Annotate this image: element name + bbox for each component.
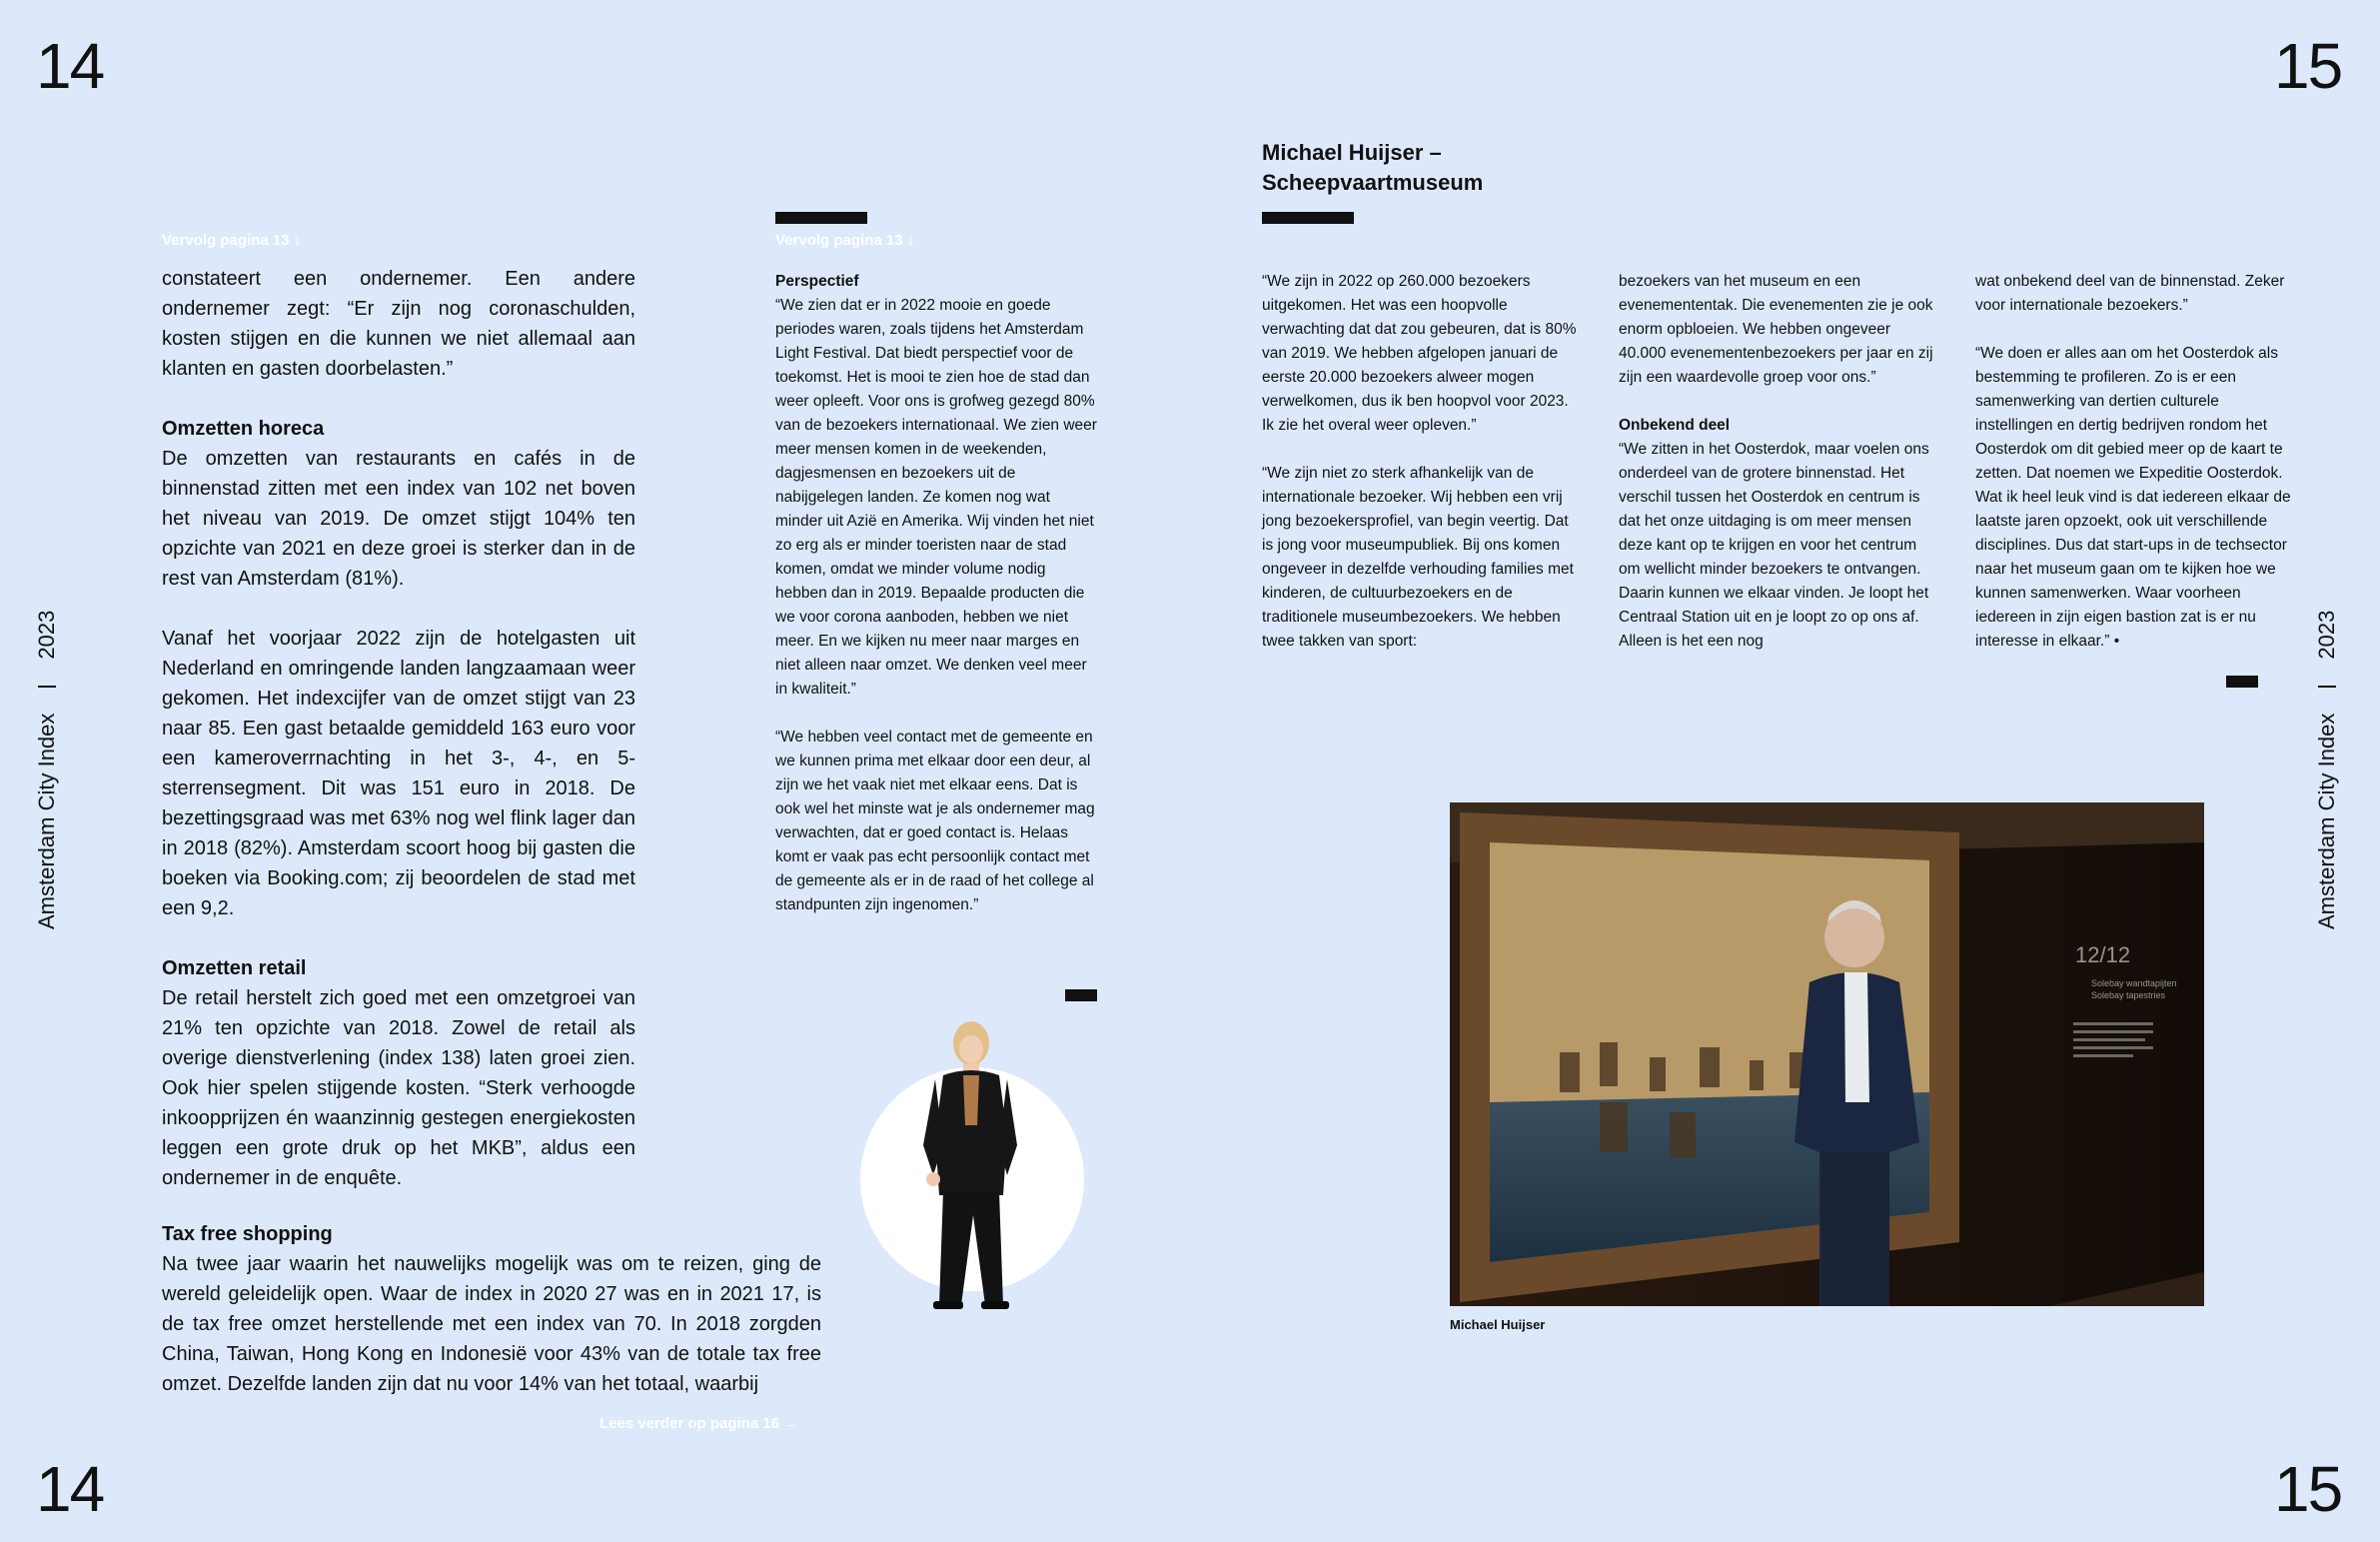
paragraph-r1-2: “We zijn niet zo sterk afhankelijk van de internationale bezoeker. Wij hebben een vrij jong bezoekersprofiel, van begin veertig. Dat is jong voor museumpubliek. Bij ons komen ongeveer in dezelfde verhouding families met kinderen, de cultuurbezoekers en de traditionele museumbezoekers. We hebben twee takken van sport: (1262, 465, 1574, 650)
paragraph-horeca: De omzetten van restaurants en cafés in de binnenstad zitten met een index van 102 net boven het niveau van 2019. De omzet stijgt 104% ten opzichte van 2021 en deze groei is sterker dan in de rest van Amsterdam (81%). (162, 448, 635, 590)
interview-heading-name: Michael Huijser – (1262, 140, 1442, 165)
paragraph-r2-2: “We zitten in het Oosterdok, maar voelen ons onderdeel van de grotere binnenstad. Het verschil tussen het Oosterdok en centrum is dat het onze uitdaging is om meer mensen deze kant op te krijgen en voor het centrum om wellicht minder bezoekers te ontvangen. Daarin kunnen we elkaar vinden. Je loopt het Centraal Station uit en je loopt zo op ons af. Alleen is het een nog (1619, 441, 1929, 650)
end-mark-right (2226, 676, 2258, 688)
continued-label: Vervolg pagina 13 ↓ (162, 232, 302, 249)
photo-sign-title-1: Solebay wandtapijten (2091, 978, 2177, 988)
heading-perspectief: Perspectief (775, 273, 859, 290)
paragraph-intro: constateert een ondernemer. Een andere ondernemer zegt: “Er zijn nog coronaschulden, kosten stijgen en die kunnen we niet allemaal aan klanten en gasten doorbelasten.” (162, 268, 635, 380)
side-label-title: Amsterdam City Index (34, 713, 59, 929)
heading-horeca: Omzetten horeca (162, 418, 325, 440)
continued-label-2: Vervolg pagina 13 ↓ (775, 232, 915, 249)
paragraph-r1-1: “We zijn in 2022 op 260.000 bezoekers uitgekomen. Het was een hoopvolle verwachting dat dat zou gebeuren, dat is 80% van 2019. We hebben afgelopen januari de eerste 20.000 bezoekers alweer mogen verwelkomen, dus ik ben hoopvol voor 2023. Ik zie het overal weer opleven.” (1262, 273, 1577, 434)
side-label-left (36, 611, 58, 929)
paragraph-perspectief-2: “We hebben veel contact met de gemeente en we kunnen prima met elkaar door een deur, al zijn we het vaak niet met elkaar eens. Dat is ook wel het minste wat je als ondernemer mag verwachten, dat er goed contact is. Helaas komt er vaak pas echt persoonlijk contact met de gemeente als er in de raad of het college al standpunten zijn ingenomen.” (775, 729, 1095, 913)
side-label-year: 2023 (2314, 610, 2339, 660)
side-label-title: Amsterdam City Index (2314, 713, 2339, 929)
paragraph-r3-1: wat onbekend deel van de binnenstad. Zeker voor internationale bezoekers.” (1975, 273, 2285, 314)
photo-sign-title-2: Solebay tapestries (2091, 990, 2166, 1000)
side-label-year: 2023 (34, 610, 59, 660)
paragraph-retail: De retail herstelt zich goed met een omzetgroei van 21% ten opzichte van 2018. Zowel de retail als overige dienstverlening (index 138) laten groei zien. Ook hier spelen stijgende kosten. “Sterk verhoogde inkoopprijzen én waanzinnig gestegen energiekosten leggen een grote druk op het MKB”, aldus een ondernemer in de enquête. (162, 987, 635, 1189)
paragraph-hotel: Vanaf het voorjaar 2022 zijn de hotelgasten uit Nederland en omringende landen langzaamaan weer gekomen. Het indexcijfer van de omzet stijgt van 23 naar 85. Een gast betaalde gemiddeld 163 euro voor een kameroverrnachting in het 3-, 4-, en 5-sterrensegment. Dit was 151 euro in 2018. De bezettingsgraad was met 63% nog wel flink lager dan in 2018 (82%). Amsterdam scoort hoog bij gasten die boeken via Booking.com; zij beoordelen de stad met een 9,2. (162, 628, 635, 919)
heading-retail: Omzetten retail (162, 957, 307, 979)
photo-sign-number: 12/12 (2075, 942, 2131, 967)
page-number-right-bottom: 15 (2274, 1453, 2342, 1525)
portrait-woman-image (899, 1015, 1049, 1315)
paragraph-perspectief-1: “We zien dat er in 2022 mooie en goede periodes waren, zoals tijdens het Amsterdam Light Festival. Dat biedt perspectief voor de toekomst. Het is mooi te zien hoe de stad dan weer opleeft. Voor ons is grofweg gezegd 80% van de bezoekers internationaal. We zien weer meer mensen komen in de weekenden, dagjesmensen en bezoekers uit de nabijgelegen landen. Ze komen nog wat minder uit Azië en Amerika. Wij vinden het niet zo erg als er minder toeristen naar de stad komen, omdat we minder volume nodig hebben dan in 2019. Bepaalde producten die we voor corona aanboden, hebben we niet meer. En we kijken nu meer naar marges en niet alleen naar omzet. We denken veel meer in kwaliteit.” (775, 297, 1097, 698)
read-more-link[interactable]: Lees verder op pagina 16 → (599, 1415, 799, 1432)
museum-photo (1450, 802, 2204, 1306)
interview-column-3 (1975, 270, 2297, 678)
article-column-1 (162, 264, 635, 1223)
page-number-right-top: 15 (2274, 30, 2342, 102)
end-mark (1065, 989, 1097, 1001)
heading-tax-free: Tax free shopping (162, 1223, 333, 1245)
article-column-2 (775, 270, 1097, 941)
paragraph-r3-2: “We doen er alles aan om het Oosterdok als bestemming te profileren. Zo is er een samenwerking van dertien culturele instellingen en dertig bedrijven rondom het Oosterdok om dit gebied meer op de kaart te zetten. Dat noemen we Expeditie Oosterdok. Wat ik heel leuk vind is dat iedereen elkaar de laatste jaren opzoekt, ook uit verschillende disciplines. Dus dat start-ups in de techsector naar het museum gaan om te kijken hoe we kunnen samenwerken. Waar voorheen iedereen in zijn eigen bastion zat is er nu interesse in elkaar.” • (1975, 345, 2291, 650)
interview-heading (1262, 138, 1483, 198)
page-number-left-bottom: 14 (36, 1453, 104, 1525)
paragraph-tax-free: Na twee jaar waarin het nauwelijks mogelijk was om te reizen, ging de wereld geleidelijk open. Waar de index in 2020 27 was en in 2021 17, is de tax free omzet herstellende met een index van 70. In 2018 zorgden China, Taiwan, Hong Kong en Indonesië voor 43% van de totale tax free omzet. Dezelfde landen zijn dat nu voor 14% van het totaal, waarbij (162, 1253, 821, 1395)
section-bar-right (1262, 212, 1354, 224)
divider (2318, 686, 2336, 688)
heading-onbekend-deel: Onbekend deel (1619, 417, 1731, 434)
interview-heading-org: Scheepvaartmuseum (1262, 170, 1484, 195)
article-tax-free (162, 1219, 821, 1399)
photo-caption: Michael Huijser (1450, 1317, 1546, 1332)
section-bar (775, 212, 867, 224)
interview-column-2 (1619, 270, 1940, 678)
side-label-right (2316, 611, 2338, 929)
divider (38, 686, 56, 688)
paragraph-r2-1: bezoekers van het museum en een evenemententak. Die evenementen zie je ook enorm opbloeien. We hebben ongeveer 40.000 evenementenbezoekers per jaar en zij zijn een waardevolle groep voor ons.” (1619, 273, 1933, 386)
interview-column-1 (1262, 270, 1584, 678)
page-number-left-top: 14 (36, 30, 104, 102)
